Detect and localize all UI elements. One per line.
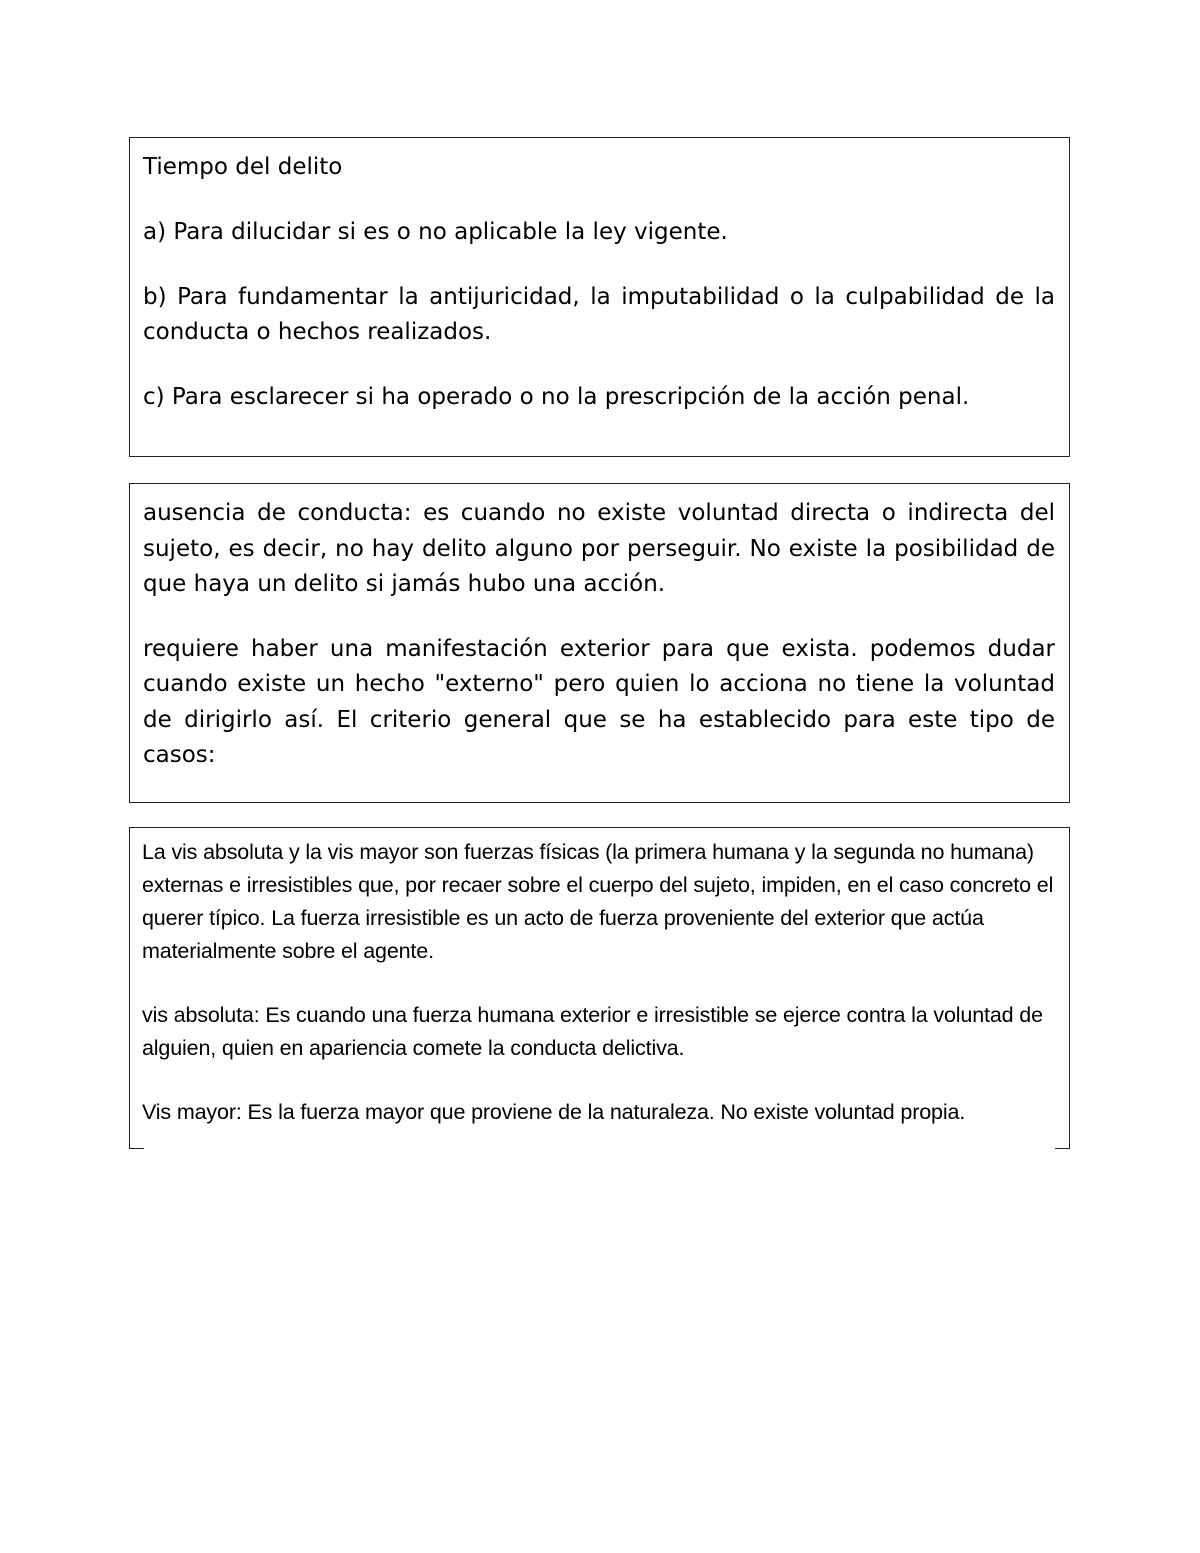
vis-mayor-paragraph: Vis mayor: Es la fuerza mayor que proviene de la naturaleza. No existe voluntad propia. — [142, 1100, 966, 1124]
time-of-crime-box — [129, 137, 1070, 457]
vis-absoluta-paragraph: vis absoluta: Es cuando una fuerza humana exterior e irresistible se ejerce contra la voluntad de alguien, quien en apariencia comete la conducta delictiva. — [142, 1003, 1043, 1060]
box-corner-right — [1055, 1148, 1069, 1149]
absence-of-conduct-paragraph-2: requiere haber una manifestación exterior para que exista. podemos dudar cuando existe un hecho "externo" pero quien lo acciona no tiene la voluntad de dirigirlo así. El criterio general que se ha establecido para este tipo de casos: — [143, 635, 1055, 768]
absence-of-conduct-box — [129, 483, 1070, 803]
time-of-crime-item-a: a) Para dilucidar si es o no aplicable la ley vigente. — [143, 219, 728, 245]
vis-definition-paragraph: La vis absoluta y la vis mayor son fuerzas físicas (la primera humana y la segunda no humana) externas e irresistibles que, por recaer sobre el cuerpo del sujeto, impiden, en el caso concreto el querer típico. La fuerza irresistible es un acto de fuerza proveniente del exterior que actúa materialmente sobre el agente. — [142, 840, 1054, 963]
vis-absoluta-box — [129, 827, 1070, 1149]
absence-of-conduct-paragraph-1: ausencia de conducta: es cuando no existe voluntad directa o indirecta del sujeto, es decir, no hay delito alguno por perseguir. No existe la posibilidad de que haya un delito si jamás hubo una acción. — [143, 500, 1055, 597]
box-corner-left — [130, 1148, 144, 1149]
time-of-crime-title: Tiempo del delito — [143, 154, 343, 180]
time-of-crime-item-b: b) Para fundamentar la antijuricidad, la imputabilidad o la culpabilidad de la conducta o hechos realizados. — [143, 284, 1055, 345]
time-of-crime-item-c: c) Para esclarecer si ha operado o no la prescripción de la acción penal. — [143, 384, 970, 410]
